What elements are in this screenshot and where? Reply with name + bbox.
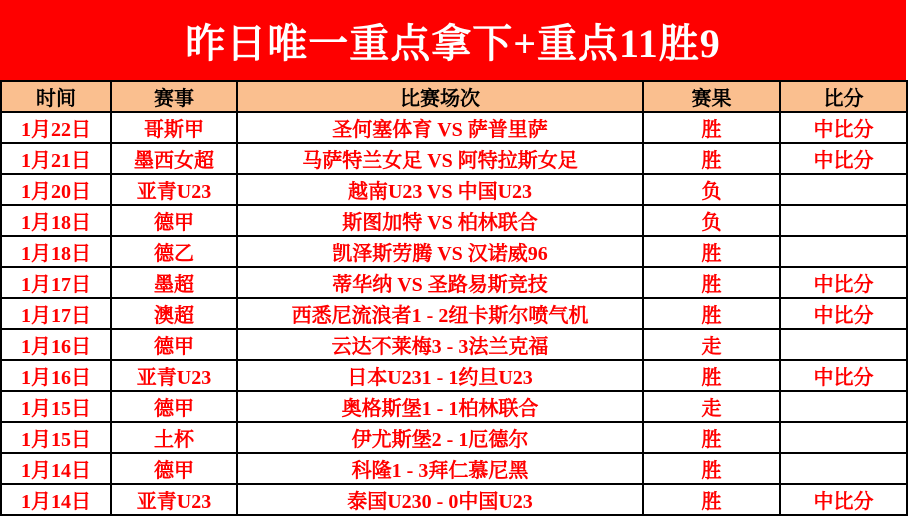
table-row bbox=[1, 236, 907, 267]
cell-time: 1月22日 bbox=[1, 112, 111, 143]
cell-league: 亚青U23 bbox=[111, 174, 237, 205]
cell-score bbox=[780, 453, 907, 484]
cell-result: 胜 bbox=[643, 453, 780, 484]
cell-league: 哥斯甲 bbox=[111, 112, 237, 143]
cell-league: 德甲 bbox=[111, 205, 237, 236]
cell-league: 德甲 bbox=[111, 329, 237, 360]
cell-result: 胜 bbox=[643, 236, 780, 267]
cell-time: 1月17日 bbox=[1, 298, 111, 329]
cell-match: 西悉尼流浪者1 - 2纽卡斯尔喷气机 bbox=[237, 298, 643, 329]
table-row bbox=[1, 360, 907, 391]
table-row bbox=[1, 112, 907, 143]
cell-result: 胜 bbox=[643, 112, 780, 143]
cell-score bbox=[780, 205, 907, 236]
cell-match: 马萨特兰女足 VS 阿特拉斯女足 bbox=[237, 143, 643, 174]
col-header-result: 赛果 bbox=[643, 81, 780, 112]
cell-time: 1月14日 bbox=[1, 484, 111, 515]
cell-result: 胜 bbox=[643, 143, 780, 174]
cell-league: 德乙 bbox=[111, 236, 237, 267]
cell-score: 中比分 bbox=[780, 143, 907, 174]
table-row bbox=[1, 484, 907, 515]
cell-score bbox=[780, 236, 907, 267]
col-header-league: 赛事 bbox=[111, 81, 237, 112]
cell-match: 凯泽斯劳腾 VS 汉诺威96 bbox=[237, 236, 643, 267]
cell-league: 亚青U23 bbox=[111, 484, 237, 515]
table-row bbox=[1, 453, 907, 484]
cell-result: 胜 bbox=[643, 267, 780, 298]
cell-match: 圣何塞体育 VS 萨普里萨 bbox=[237, 112, 643, 143]
cell-match: 日本U231 - 1约旦U23 bbox=[237, 360, 643, 391]
cell-match: 奥格斯堡1 - 1柏林联合 bbox=[237, 391, 643, 422]
cell-time: 1月15日 bbox=[1, 391, 111, 422]
cell-result: 胜 bbox=[643, 422, 780, 453]
cell-match: 科隆1 - 3拜仁慕尼黑 bbox=[237, 453, 643, 484]
cell-result: 胜 bbox=[643, 298, 780, 329]
cell-result: 负 bbox=[643, 205, 780, 236]
cell-score: 中比分 bbox=[780, 360, 907, 391]
cell-time: 1月20日 bbox=[1, 174, 111, 205]
col-header-time: 时间 bbox=[1, 81, 111, 112]
cell-time: 1月16日 bbox=[1, 329, 111, 360]
banner-title: 昨日唯一重点拿下+重点11胜9 bbox=[185, 20, 721, 66]
cell-match: 斯图加特 VS 柏林联合 bbox=[237, 205, 643, 236]
table-row bbox=[1, 267, 907, 298]
cell-league: 墨西女超 bbox=[111, 143, 237, 174]
table-row bbox=[1, 329, 907, 360]
cell-league: 亚青U23 bbox=[111, 360, 237, 391]
table-row bbox=[1, 174, 907, 205]
cell-time: 1月18日 bbox=[1, 205, 111, 236]
cell-result: 走 bbox=[643, 329, 780, 360]
cell-league: 德甲 bbox=[111, 391, 237, 422]
table-body bbox=[1, 112, 907, 515]
cell-score bbox=[780, 174, 907, 205]
cell-score bbox=[780, 422, 907, 453]
results-table bbox=[0, 80, 908, 516]
cell-result: 胜 bbox=[643, 360, 780, 391]
cell-league: 土杯 bbox=[111, 422, 237, 453]
cell-result: 胜 bbox=[643, 484, 780, 515]
cell-score bbox=[780, 329, 907, 360]
cell-time: 1月15日 bbox=[1, 422, 111, 453]
table-header bbox=[1, 81, 907, 112]
cell-league: 墨超 bbox=[111, 267, 237, 298]
cell-match: 云达不莱梅3 - 3法兰克福 bbox=[237, 329, 643, 360]
title-banner bbox=[0, 0, 906, 80]
cell-match: 越南U23 VS 中国U23 bbox=[237, 174, 643, 205]
header-row bbox=[1, 81, 907, 112]
col-header-match: 比赛场次 bbox=[237, 81, 643, 112]
table-row bbox=[1, 143, 907, 174]
cell-time: 1月14日 bbox=[1, 453, 111, 484]
col-header-score: 比分 bbox=[780, 81, 907, 112]
cell-time: 1月17日 bbox=[1, 267, 111, 298]
cell-match: 伊尤斯堡2 - 1厄德尔 bbox=[237, 422, 643, 453]
cell-result: 走 bbox=[643, 391, 780, 422]
cell-score: 中比分 bbox=[780, 298, 907, 329]
cell-time: 1月21日 bbox=[1, 143, 111, 174]
cell-score: 中比分 bbox=[780, 112, 907, 143]
cell-time: 1月18日 bbox=[1, 236, 111, 267]
table-row bbox=[1, 298, 907, 329]
cell-result: 负 bbox=[643, 174, 780, 205]
cell-time: 1月16日 bbox=[1, 360, 111, 391]
cell-match: 蒂华纳 VS 圣路易斯竞技 bbox=[237, 267, 643, 298]
cell-league: 澳超 bbox=[111, 298, 237, 329]
table-row bbox=[1, 205, 907, 236]
cell-match: 泰国U230 - 0中国U23 bbox=[237, 484, 643, 515]
cell-league: 德甲 bbox=[111, 453, 237, 484]
cell-score: 中比分 bbox=[780, 267, 907, 298]
cell-score bbox=[780, 391, 907, 422]
table-row bbox=[1, 391, 907, 422]
cell-score: 中比分 bbox=[780, 484, 907, 515]
table-row bbox=[1, 422, 907, 453]
